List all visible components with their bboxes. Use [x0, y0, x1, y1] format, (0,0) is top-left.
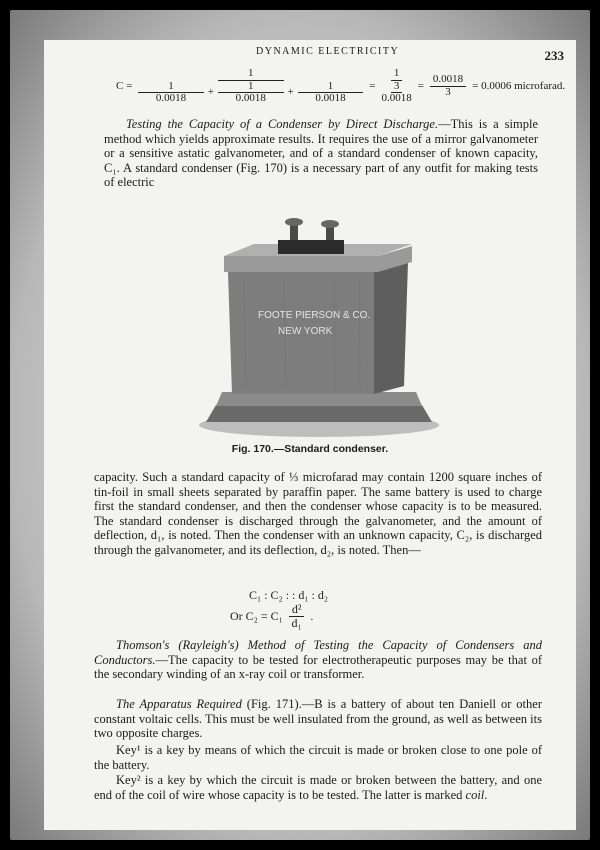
- section-text: (Fig. 171).—B is a battery of about ten Daniell or other constant voltaic cells. This must be well insulated from the ground, as well as between its two opposite charges.: [94, 697, 542, 741]
- section-heading: Thomson's (Rayleigh's) Method of Testing the Capacity of Condensers and Conductors.: [94, 638, 542, 667]
- key2-text: Key² is a key by which the circuit is made or broken between the battery, and one end of the coil of wire whose capacity is to be tested. The latter is marked: [94, 773, 542, 802]
- term-fraction: [298, 81, 364, 105]
- second-fraction: [381, 68, 411, 105]
- paragraph-standard-capacity: capacity. Such a standard capacity of ⅓ microfarad may contain 1200 square inches of tin-foil in small sheets separated by paraffin paper. The same battery is used to charge first the standard condenser, and then the condenser whose capacity is to be measured. The standard condenser is discharged through the galvanometer, and the amount of deflection, d₁, is noted. Then the condenser with an unknown capacity, C₂, is discharged through the galvanometer, and its deflection, d₂, is noted. Then—: [94, 470, 542, 557]
- inner-numerator: 3: [391, 81, 403, 94]
- running-head: DYNAMIC ELECTRICITY: [256, 46, 400, 57]
- figure-caption: Fig. 170.—Standard condenser.: [231, 443, 389, 455]
- plus-sign: +: [207, 85, 215, 98]
- paragraph-key2: [94, 773, 542, 802]
- inner-fraction: [381, 81, 411, 105]
- standard-condenser-illustration: [194, 210, 444, 442]
- formula-lhs: C =: [116, 80, 133, 93]
- book-page: [44, 40, 576, 830]
- result-fraction: [430, 74, 466, 98]
- proportion-line: C₁ : C₂ : : d₁ : d₂: [249, 588, 329, 602]
- paragraph-key1: Key¹ is a key by means of which the circuit is made or broken close to one pole of the battery.: [94, 743, 542, 772]
- term-denominator: 0.0018: [315, 92, 346, 105]
- formula-result: = 0.0006 microfarad.: [472, 80, 566, 93]
- deflection-fraction: [289, 603, 305, 629]
- inner-denominator: 0.0018: [381, 92, 412, 105]
- paragraph-direct-discharge: [104, 117, 538, 190]
- second-numerator: 1: [391, 68, 403, 81]
- result-denominator: 3: [445, 85, 451, 98]
- maker-label-line1: FOOTE PIERSON & CO.: [258, 310, 371, 321]
- term-numerator: 1: [218, 81, 284, 94]
- proportion-equation: [230, 603, 313, 629]
- photo-frame: [10, 10, 590, 840]
- equation-period: .: [310, 608, 314, 623]
- coil-term: coil: [465, 787, 485, 802]
- section-heading: Testing the Capacity of a Condenser by Direct Discharge.: [126, 117, 439, 131]
- term-numerator: 1: [298, 81, 364, 94]
- term-numerator: 1: [138, 81, 204, 94]
- section-text: —This is a simple method which yields approximate results. It requires the use of a mirror galvanometer or a sensitive astatic galvanometer, and of a standard condenser of known capacity, C₁. A standard condenser (Fig. 170) is a necessary part of any outfit for making tests of electric: [104, 117, 538, 190]
- term-fraction: [138, 81, 204, 105]
- deflection-denominator: d₁: [291, 615, 302, 630]
- term-fraction: [218, 81, 284, 105]
- paragraph-thomson-method: [94, 638, 542, 682]
- capacity-formula: [116, 68, 565, 105]
- key2-end: .: [484, 787, 488, 802]
- equals-sign: =: [417, 80, 424, 93]
- deflection-numerator: d²: [289, 603, 305, 617]
- paragraph-apparatus: [94, 697, 542, 741]
- compound-denominator: [138, 81, 363, 105]
- second-denominator: [381, 81, 411, 105]
- term-denominator: 0.0018: [235, 92, 266, 105]
- section-heading: The Apparatus Required: [116, 697, 242, 711]
- term-denominator: 0.0018: [155, 92, 187, 105]
- section-text: —The capacity to be tested for electrotherapeutic purposes may be that of the secondary winding of an x-ray coil or transformer.: [94, 652, 542, 682]
- plus-sign: +: [287, 85, 294, 98]
- page-number: 233: [544, 48, 564, 63]
- equals-sign: =: [369, 80, 376, 93]
- proportion-or: Or C₂ = C₁: [230, 608, 283, 623]
- maker-label-line2: NEW YORK: [278, 326, 333, 337]
- result-numerator: 0.0018: [430, 74, 466, 87]
- compound-fraction: [138, 68, 363, 105]
- compound-numerator: 1: [218, 68, 284, 81]
